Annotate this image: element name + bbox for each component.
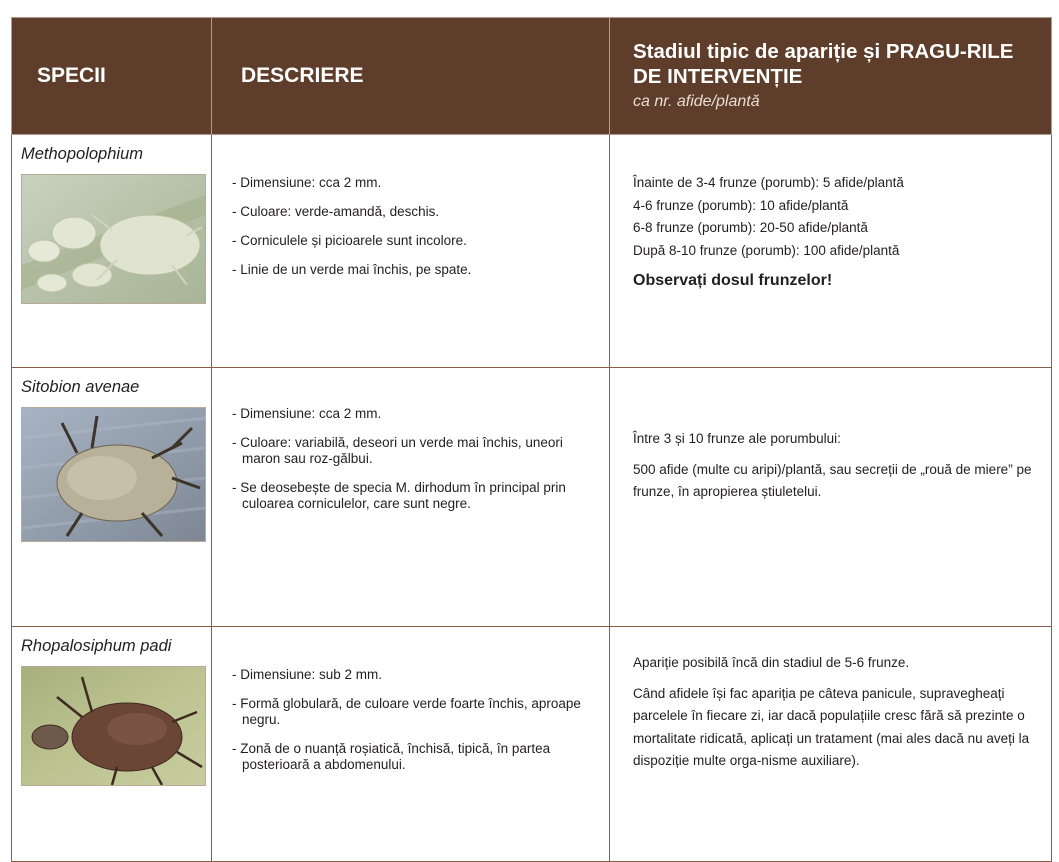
species-cell: [12, 135, 212, 368]
threshold-line: Înainte de 3-4 frunze (porumb): 5 afide/plantă: [633, 175, 904, 190]
description-item: - Se deosebește de specia M. dirhodum în principal prin culoarea corniculelor, care sunt negre.: [232, 480, 566, 511]
header-threshold: [610, 18, 1052, 135]
threshold-line: 6-8 frunze (porumb): 20-50 afide/plantă: [633, 220, 868, 235]
species-name: Rhopalosiphum padi: [21, 637, 172, 655]
threshold-line: Apariție posibilă încă din stadiul de 5-6 frunze.: [633, 655, 910, 670]
species-name: Sitobion avenae: [21, 378, 140, 396]
description-cell: [212, 627, 610, 862]
description-cell: [212, 135, 610, 368]
threshold-line: Între 3 și 10 frunze ale porumbului:: [633, 431, 841, 446]
description-item: - Dimensiune: sub 2 mm.: [232, 667, 383, 682]
description-item: - Corniculele și picioarele sunt incolore.: [232, 233, 467, 248]
species-name: Methopolophium: [21, 145, 143, 163]
aphid-photo-grey-brown: [21, 407, 206, 542]
threshold-cell: [610, 368, 1052, 627]
threshold-cell: [610, 135, 1052, 368]
description-item: - Zonă de o nuanță roșiatică, închisă, tipică, în partea posterioară a abdomenului.: [232, 741, 551, 772]
header-row: [12, 18, 1052, 135]
description-item: - Culoare: variabilă, deseori un verde mai închis, uneori maron sau roz-gălbui.: [232, 435, 563, 466]
threshold-line: Când afidele își fac apariția pe câteva panicule, supravegheați parcelele în fiecare zi, iar dacă populațiile cresc fără să prezinte o mortalitate ridicată, aplicați un tratament (mai ales dacă nu aveți la dispoziție multe orga-nisme auxiliare).: [633, 685, 1030, 768]
header-description: DESCRIERE: [212, 18, 610, 135]
aphid-table: [11, 17, 1052, 862]
threshold-note: Observați dosul frunzelor!: [633, 272, 833, 289]
description-item: - Culoare: verde-amandă, deschis.: [232, 204, 440, 219]
threshold-cell: [610, 627, 1052, 862]
description-item: - Formă globulară, de culoare verde foarte închis, aproape negru.: [232, 696, 581, 727]
header-threshold-subtitle: ca nr. afide/plantă: [633, 93, 760, 110]
threshold-line: 4-6 frunze (porumb): 10 afide/plantă: [633, 197, 849, 213]
header-threshold-title: Stadiul tipic de apariție și PRAGU-RILE DE INTERVENȚIE: [633, 40, 1014, 88]
table-row: [12, 368, 1052, 627]
description-item: - Dimensiune: cca 2 mm.: [232, 406, 382, 421]
description-cell: [212, 368, 610, 627]
threshold-line: 500 afide (multe cu aripi)/plantă, sau secreții de „rouă de miere” pe frunze, în apropierea știuletelui.: [633, 461, 1032, 499]
aphid-photo-dark-reddish: [21, 666, 206, 786]
aphid-photo-light-green: [21, 174, 206, 304]
table-row: [12, 135, 1052, 368]
header-species: SPECII: [12, 18, 212, 135]
species-cell: [12, 627, 212, 862]
description-item: - Linie de un verde mai închis, pe spate.: [232, 262, 472, 277]
threshold-line: După 8-10 frunze (porumb): 100 afide/plantă: [633, 242, 900, 258]
species-cell: [12, 368, 212, 627]
description-item: - Dimensiune: cca 2 mm.: [232, 175, 382, 190]
table-row: [12, 627, 1052, 862]
